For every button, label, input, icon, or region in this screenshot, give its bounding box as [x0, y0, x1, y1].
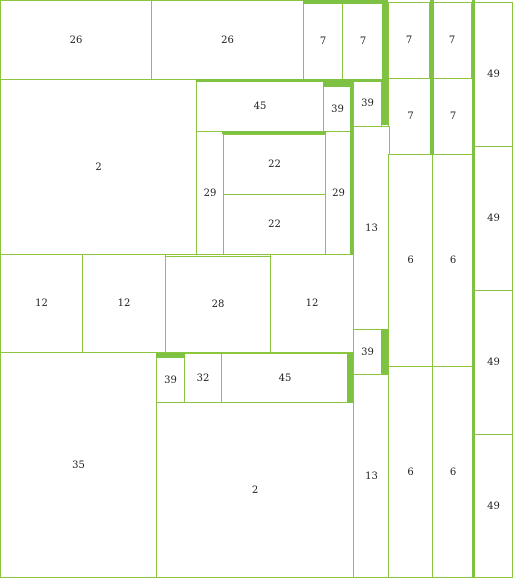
group-border-bar	[350, 82, 353, 255]
group-border-bar	[381, 329, 388, 374]
treemap-cell: 2	[156, 402, 354, 578]
treemap-cell: 22	[223, 134, 326, 195]
treemap-cell: 6	[388, 366, 433, 578]
group-border-bar	[347, 353, 353, 403]
treemap-cell: 49	[474, 2, 513, 147]
treemap-cell: 7	[432, 2, 472, 79]
treemap-cell: 29	[325, 131, 352, 255]
treemap-cell: 35	[0, 352, 157, 578]
treemap-cell: 7	[388, 78, 433, 155]
treemap-cell: 22	[223, 194, 326, 255]
treemap-cell: 12	[0, 254, 83, 353]
treemap-cell: 6	[388, 154, 433, 367]
treemap-cell: 39	[353, 329, 382, 375]
treemap-cell: 7	[303, 2, 343, 80]
group-border-bar	[196, 79, 384, 82]
group-border-bar	[303, 0, 387, 4]
group-border-bar	[382, 0, 388, 125]
treemap-cell: 7	[432, 78, 474, 155]
treemap-cell: 26	[0, 0, 152, 80]
treemap-cell: 7	[342, 2, 384, 80]
group-border-bar	[323, 82, 353, 87]
treemap-cell: 39	[156, 357, 185, 403]
treemap-cell: 7	[388, 2, 430, 79]
treemap-cell: 32	[184, 353, 222, 403]
treemap-cell: 49	[474, 146, 513, 291]
treemap-cell: 49	[474, 434, 513, 578]
treemap-cell: 49	[474, 290, 513, 435]
treemap-cell: 45	[221, 353, 349, 403]
treemap-cell: 6	[432, 154, 474, 367]
treemap-cell: 13	[353, 374, 390, 578]
treemap-cell: 39	[323, 86, 352, 132]
treemap-cell: 29	[196, 131, 224, 255]
group-border-bar	[222, 131, 326, 134]
treemap-cell: 2	[0, 79, 197, 255]
treemap-cell: 6	[432, 366, 474, 578]
treemap-cell: 12	[270, 254, 354, 353]
treemap-cell: 39	[353, 80, 382, 127]
treemap-cell: 26	[151, 0, 304, 80]
group-border-bar	[156, 353, 185, 358]
treemap-cell: 28	[165, 256, 271, 353]
group-border-bar	[430, 0, 434, 155]
treemap-cell: 12	[82, 254, 166, 353]
group-border-bar	[472, 0, 475, 578]
treemap-cell: 45	[196, 80, 324, 132]
treemap-cell: 13	[353, 126, 390, 330]
